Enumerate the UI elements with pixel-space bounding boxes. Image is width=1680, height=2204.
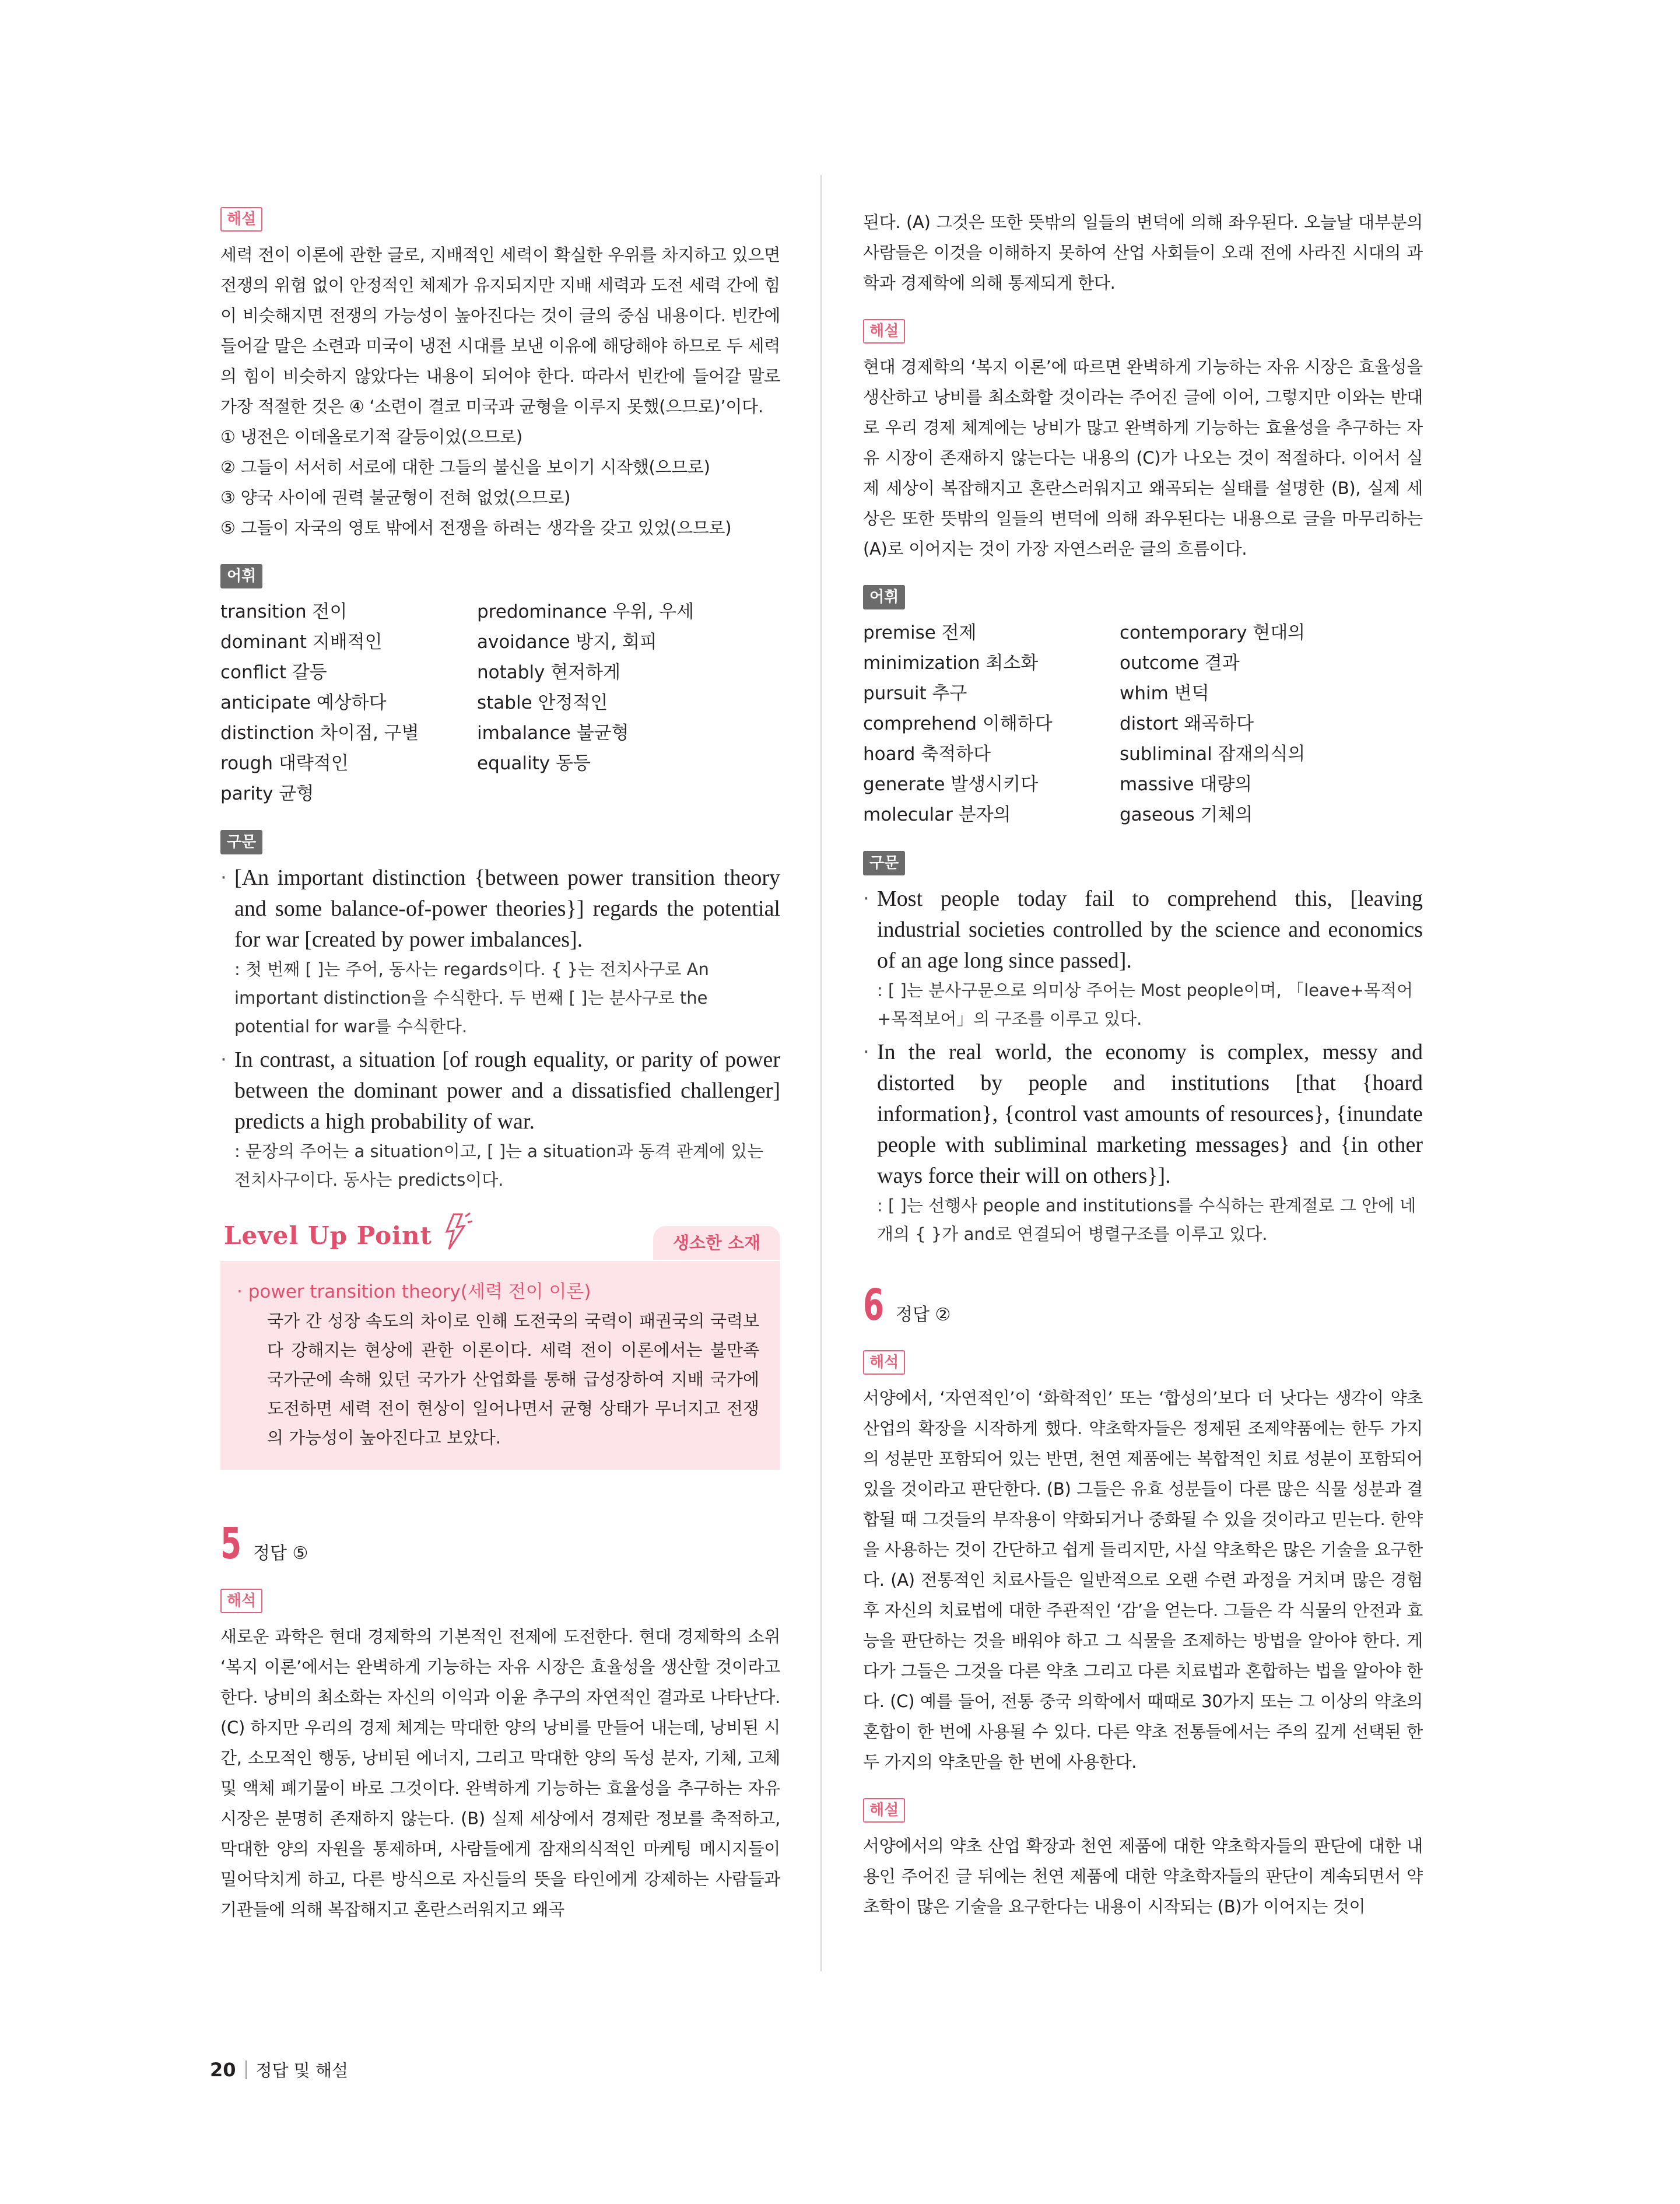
vocab-item: predominance 우위, 우세 <box>477 601 695 622</box>
vocab-item: pursuit 추구 <box>863 683 967 704</box>
grammar-tag: 구문 <box>220 830 262 854</box>
vocab-item: whim 변덕 <box>1120 683 1209 704</box>
vocab-item: minimization 최소화 <box>863 653 1039 674</box>
vocab-item: rough 대략적인 <box>220 753 349 774</box>
vocab-list <box>220 597 780 809</box>
vocab-item: dominant 지배적인 <box>220 632 383 653</box>
answer-heading-5 <box>220 1519 780 1569</box>
vocab-item: massive 대량의 <box>1120 774 1253 795</box>
grammar-sentence: In the real world, the economy is complex, messy and distorted by people and institutions [that {hoard information}, {control vast amounts of resources}, {inundate people with subliminal marketing messages} and {in other ways force their will on others}]. <box>877 1040 1423 1188</box>
answer-label: 정답 ② <box>896 1305 951 1325</box>
level-up-title: Level Up Point <box>224 1221 432 1250</box>
translation-tag: 해석 <box>863 1350 905 1375</box>
bullet-icon: · <box>863 887 869 910</box>
vocab-item: conflict 갈등 <box>220 662 327 683</box>
explanation-text: 세력 전이 이론에 관한 글로, 지배적인 세력이 확실한 우위를 차지하고 있으면 전쟁의 위험 없이 안정적인 체제가 유지되지만 지배 세력과 도전 세력 간에 힘이 비슷해지면 전쟁의 가능성이 높아진다는 것이 글의 중심 내용이다. 빈칸에 들어갈 말은 소련과 미국이 냉전 시대를 보낸 이유에 해당해야 하므로 두 세력의 힘이 비슷하지 않았다는 내용이 되어야 한다. 따라서 빈칸에 들어갈 말로 가장 적절한 것은 ④ ‘소련이 결코 미국과 균형을 이루지 못했(으므로)’이다. <box>220 245 780 416</box>
vocab-item: transition 전이 <box>220 601 348 622</box>
explanation-text: 서양에서의 약초 산업 확장과 천연 제품에 대한 약초학자들의 판단에 대한 내용인 주어진 글 뒤에는 천연 제품에 대한 약초학자들의 판단이 계속되면서 약초학이 많은 기술을 요구한다는 내용이 시작되는 (B)가 이어지는 것이 <box>863 1836 1423 1916</box>
grammar-note: : [ ]는 분사구문으로 의미상 주어는 Most people이며, 「leave+목적어+목적보어」의 구조를 이루고 있다. <box>877 980 1414 1029</box>
question-number: 6 <box>863 1280 885 1330</box>
translation-section <box>863 1350 1423 1777</box>
footer-separator <box>245 2061 247 2079</box>
translation-continued-text: 된다. (A) 그것은 또한 뜻밖의 일들의 변덕에 의해 좌우된다. 오늘날 대부분의 사람들은 이것을 이해하지 못하여 산업 사회들이 오래 전에 사라진 시대의 과학과 경제학에 의해 통제되게 한다. <box>863 212 1423 293</box>
question-number: 5 <box>220 1519 242 1569</box>
vocab-item <box>477 779 780 809</box>
vocab-item: distort 왜곡하다 <box>1120 713 1254 734</box>
vocab-item: contemporary 현대의 <box>1120 622 1306 643</box>
explanation-section <box>220 207 780 543</box>
column-divider <box>820 175 822 1971</box>
grammar-note: : 문장의 주어는 a situation이고, [ ]는 a situation과 동격 관계에 있는 전치사구이다. 동사는 predicts이다. <box>234 1141 764 1190</box>
translation-tag: 해석 <box>220 1589 262 1613</box>
grammar-note: : 첫 번째 [ ]는 주어, 동사는 regards이다. { }는 전치사구로 An important distinction을 수식한다. 두 번째 [ ]는 분사구로 the potential for war를 수식한다. <box>234 959 709 1036</box>
vocab-item: equality 동등 <box>477 753 591 774</box>
grammar-note: : [ ]는 선행사 people and institutions를 수식하는 관계절로 그 안에 네 개의 { }가 and로 연결되어 병렬구조를 이루고 있다. <box>877 1196 1416 1244</box>
vocab-item: imbalance 불균형 <box>477 723 629 744</box>
vocab-item: premise 전제 <box>863 622 977 643</box>
grammar-sentence: [An important distinction {between power transition theory and some balance-of-power theories}] regards the potential for war [created by power imbalances]. <box>234 866 780 952</box>
footer-title: 정답 및 해설 <box>255 2061 349 2080</box>
level-up-point-box <box>220 1215 780 1470</box>
option-2: ② 그들이 서서히 서로에 대한 그들의 불신을 보이기 시작했(으므로) <box>220 457 710 477</box>
bullet-icon: · <box>220 866 227 889</box>
level-up-body <box>220 1261 780 1470</box>
vocab-item: stable 안정적인 <box>477 692 608 713</box>
vocab-item: comprehend 이해하다 <box>863 713 1053 734</box>
vocab-item: notably 현저하게 <box>477 662 621 683</box>
grammar-sentence: In contrast, a situation [of rough equality, or parity of power between the dominant power and a dissatisfied challenger] predicts a high probability of war. <box>234 1047 780 1134</box>
explanation-text: 현대 경제학의 ‘복지 이론’에 따르면 완벽하게 기능하는 자유 시장은 효율성을 생산하고 낭비를 최소화할 것이라는 주어진 글에 이어, 그렇지만 이와는 반대로 우리 경제 체계에는 낭비가 많고 완벽하게 기능하는 효율성을 추구하는 자유 시장이 존재하지 않는다는 내용의 (C)가 나오는 것이 적절하다. 이어서 실제 세상이 복잡해지고 혼란스러워지고 왜곡되는 실태를 설명한 (B), 실제 세상은 또한 뜻밖의 일들의 변덕에 의해 좌우된다는 내용으로 글을 마무리하는 (A)로 이어지는 것이 가장 자연스러운 글의 흐름이다. <box>863 357 1423 559</box>
vocab-item: molecular 분자의 <box>863 804 1011 825</box>
explanation-tag: 해설 <box>220 207 262 232</box>
explanation-tag: 해설 <box>863 319 905 344</box>
grammar-sentence: Most people today fail to comprehend this, [leaving industrial societies controlled by the science and economics of an age long since passed]. <box>877 886 1423 973</box>
vocab-item: hoard 축적하다 <box>863 744 991 765</box>
answer-label: 정답 ⑤ <box>253 1543 308 1564</box>
grammar-section <box>863 851 1423 1249</box>
answer-heading-6 <box>863 1280 1423 1330</box>
left-column <box>220 207 780 1946</box>
vocab-item: generate 발생시키다 <box>863 774 1039 795</box>
explanation-section-6 <box>863 1798 1423 1922</box>
grammar-item <box>220 1045 780 1194</box>
grammar-item <box>863 884 1423 1033</box>
bullet-icon: · <box>863 1040 869 1064</box>
vocab-item: subliminal 잠재의식의 <box>1120 744 1306 765</box>
page-footer <box>210 2058 348 2082</box>
right-column <box>863 207 1423 1943</box>
vocab-item: anticipate 예상하다 <box>220 692 387 713</box>
translation-text: 서양에서, ‘자연적인’이 ‘화학적인’ 또는 ‘합성의’보다 더 낫다는 생각이 약초 산업의 확장을 시작하게 했다. 약초학자들은 정제된 조제약품에는 한두 가지의 성분만 포함되어 있는 반면, 천연 제품에는 복합적인 치료 성분이 포함되어 있을 것이라고 판단한다. (B) 그들은 유효 성분들이 다른 많은 식물 성분과 결합될 때 그것들의 부작용이 약화되거나 중화될 수 있을 것이라고 믿는다. 한약을 사용하는 것이 간단하고 쉽게 들리지만, 사실 약초학은 많은 기술을 요구한다. (A) 전통적인 치료사들은 일반적으로 오랜 수련 과정을 거치며 많은 경험 후 자신의 치료법에 대한 주관적인 ‘감’을 얻는다. 그들은 각 식물의 안전과 효능을 판단하는 것을 배워야 하고 그 식물을 조제하는 방법을 알아야 한다. 게다가 그들은 그것을 다른 약초 그리고 다른 치료법과 혼합하는 법을 알아야 한다. (C) 예를 들어, 전통 중국 의학에서 때때로 30가지 또는 그 이상의 약초의 혼합이 한 번에 사용될 수 있다. 다른 약초 전통들에서는 주의 깊게 선택된 한두 가지의 약초만을 한 번에 사용한다. <box>863 1388 1423 1772</box>
grammar-item <box>220 863 780 1041</box>
vocab-item: distinction 차이점, 구별 <box>220 723 419 744</box>
vocab-item: parity 균형 <box>220 783 314 804</box>
bullet-icon: · <box>220 1048 227 1071</box>
vocab-section <box>863 585 1423 830</box>
vocab-section <box>220 564 780 809</box>
vocab-item: avoidance 방지, 회피 <box>477 632 657 653</box>
vocab-item: gaseous 기체의 <box>1120 804 1253 825</box>
level-up-term: · power transition theory(세력 전이 이론) <box>237 1281 591 1302</box>
grammar-item <box>863 1037 1423 1249</box>
translation-text: 새로운 과학은 현대 경제학의 기본적인 전제에 도전한다. 현대 경제학의 소위 ‘복지 이론’에서는 완벽하게 기능하는 자유 시장은 효율성을 생산할 것이라고 한다. 낭비의 최소화는 자신의 이익과 이윤 추구의 자연적인 결과로 나타난다. (C) 하지만 우리의 경제 체계는 막대한 양의 낭비를 만들어 내는데, 낭비된 시간, 소모적인 행동, 낭비된 에너지, 그리고 막대한 양의 독성 분자, 기체, 고체 및 액체 폐기물이 바로 그것이다. 완벽하게 기능하는 효율성을 추구하는 자유 시장은 분명히 존재하지 않는다. (B) 실제 세상에서 경제란 정보를 축적하고, 막대한 양의 자원을 통제하며, 사람들에게 잠재의식적인 마케팅 메시지들이 밀어닥치게 하고, 다른 방식으로 자신들의 뜻을 타인에게 강제하는 사람들과 기관들에 의해 복잡해지고 혼란스러워지고 왜곡 <box>220 1627 780 1919</box>
lightning-icon <box>441 1212 474 1253</box>
grammar-tag: 구문 <box>863 851 905 875</box>
vocab-tag: 어휘 <box>863 585 905 609</box>
vocab-tag: 어휘 <box>220 564 262 588</box>
grammar-section <box>220 830 780 1194</box>
level-up-header <box>220 1215 780 1261</box>
option-5: ⑤ 그들이 자국의 영토 밖에서 전쟁을 하려는 생각을 갖고 있었(으므로) <box>220 518 732 538</box>
translation-section <box>220 1589 780 1925</box>
vocab-list <box>863 618 1423 830</box>
translation-continued <box>863 207 1423 298</box>
option-3: ③ 양국 사이에 권력 불균형이 전혀 없었(으므로) <box>220 488 571 507</box>
explanation-tag: 해설 <box>863 1798 905 1823</box>
level-up-text: 국가 간 성장 속도의 차이로 인해 도전국의 국력이 패권국의 국력보다 강해지는 현상에 관한 이론이다. 세력 전이 이론에서는 불만족 국가군에 속해 있던 국가가 산업화를 통해 급성장하여 지배 국가에 도전하면 세력 전이 현상이 일어나면서 균형 상태가 무너지고 전쟁의 가능성이 높아진다고 보았다. <box>267 1311 759 1448</box>
page-number: 20 <box>210 2058 236 2081</box>
vocab-item: outcome 결과 <box>1120 653 1240 674</box>
option-1: ① 냉전은 이데올로기적 갈등이었(으므로) <box>220 427 522 447</box>
explanation-section <box>863 319 1423 564</box>
level-up-badge: 생소한 소재 <box>653 1226 780 1260</box>
